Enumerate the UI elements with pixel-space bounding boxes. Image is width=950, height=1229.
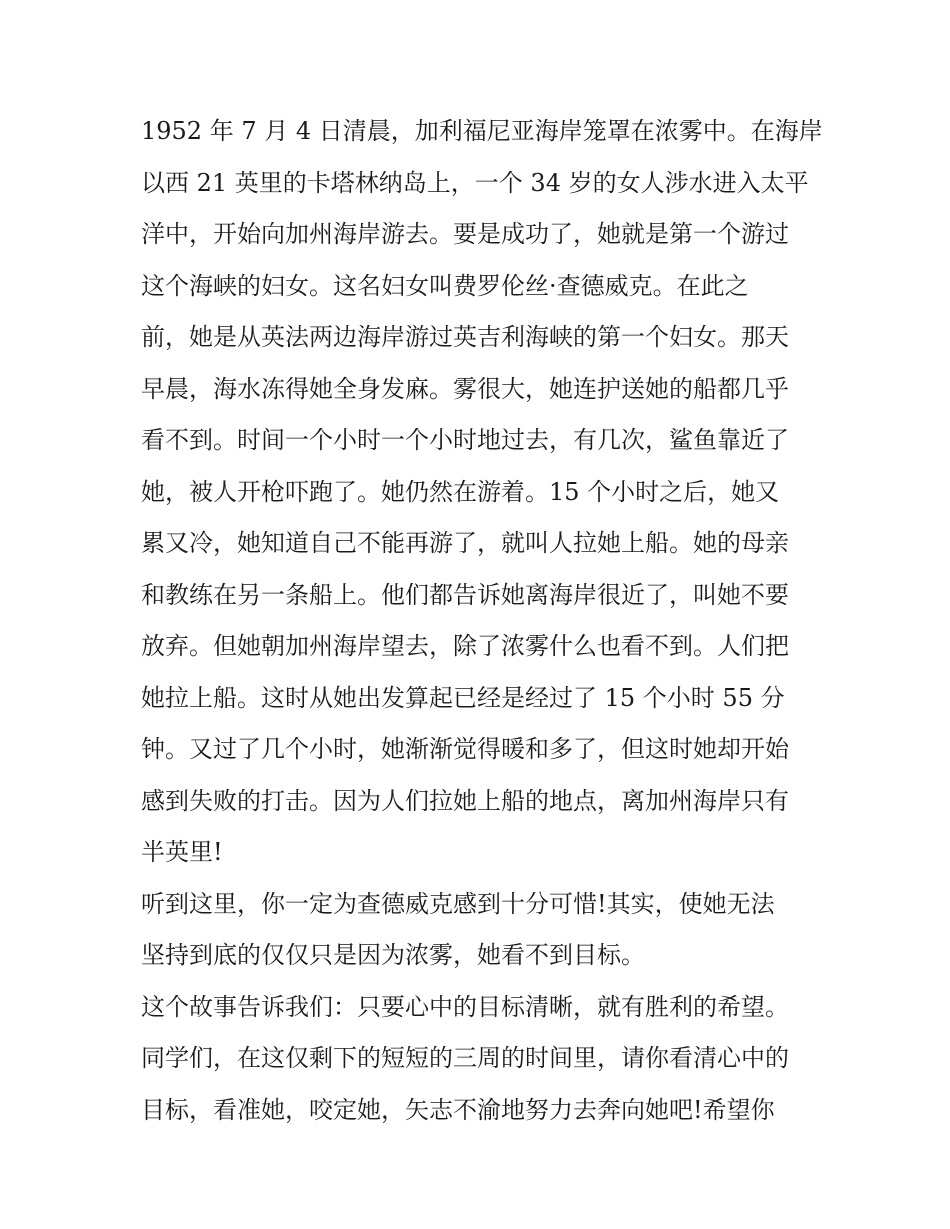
body-text xyxy=(141,106,831,1136)
text-line: 以西 21 英里的卡塔林纳岛上，一个 34 岁的女人涉水进入太平 xyxy=(141,168,809,197)
text-line: 坚持到底的仅仅只是因为浓雾，她看不到目标。 xyxy=(141,941,645,969)
text-line: 早晨，海水冻得她全身发麻。雾很大，她连护送她的船都几乎 xyxy=(141,374,789,403)
text-line: 感到失败的打击。因为人们拉她上船的地点，离加州海岸只有 xyxy=(141,786,789,815)
text-line: 钟。又过了几个小时，她渐渐觉得暖和多了，但这时她却开始 xyxy=(141,735,789,763)
text-line: 放弃。但她朝加州海岸望去，除了浓雾什么也看不到。人们把 xyxy=(141,632,789,660)
text-line: 累又冷，她知道自己不能再游了，就叫人拉她上船。她的母亲 xyxy=(141,529,789,557)
text-line: 目标，看准她，咬定她，矢志不渝地努力去奔向她吧!希望你 xyxy=(141,1095,775,1124)
text-line: 洋中，开始向加州海岸游去。要是成功了，她就是第一个游过 xyxy=(141,220,789,248)
text-line: 听到这里，你一定为查德威克感到十分可惜!其实，使她无法 xyxy=(141,889,775,918)
text-line: 1952 年 7 月 4 日清晨，加利福尼亚海岸笼罩在浓雾中。在海岸 xyxy=(141,117,823,145)
text-line: 她，被人开枪吓跑了。她仍然在游着。15 个小时之后，她又 xyxy=(141,477,780,506)
text-line: 这个故事告诉我们：只要心中的目标清晰，就有胜利的希望。 xyxy=(141,992,789,1021)
text-line: 半英里! xyxy=(141,838,223,866)
text-line: 看不到。时间一个小时一个小时地过去，有几次，鲨鱼靠近了 xyxy=(141,426,789,454)
text-line: 和教练在另一条船上。他们都告诉她离海岸很近了，叫她不要 xyxy=(141,580,789,609)
text-line: 同学们，在这仅剩下的短短的三周的时间里，请你看清心中的 xyxy=(141,1044,789,1072)
text-line: 她拉上船。这时从她出发算起已经是经过了 15 个小时 55 分 xyxy=(141,683,785,712)
text-line: 前，她是从英法两边海岸游过英吉利海峡的第一个妇女。那天 xyxy=(141,323,789,351)
text-line: 这个海峡的妇女。这名妇女叫费罗伦丝·查德威克。在此之 xyxy=(141,271,749,300)
